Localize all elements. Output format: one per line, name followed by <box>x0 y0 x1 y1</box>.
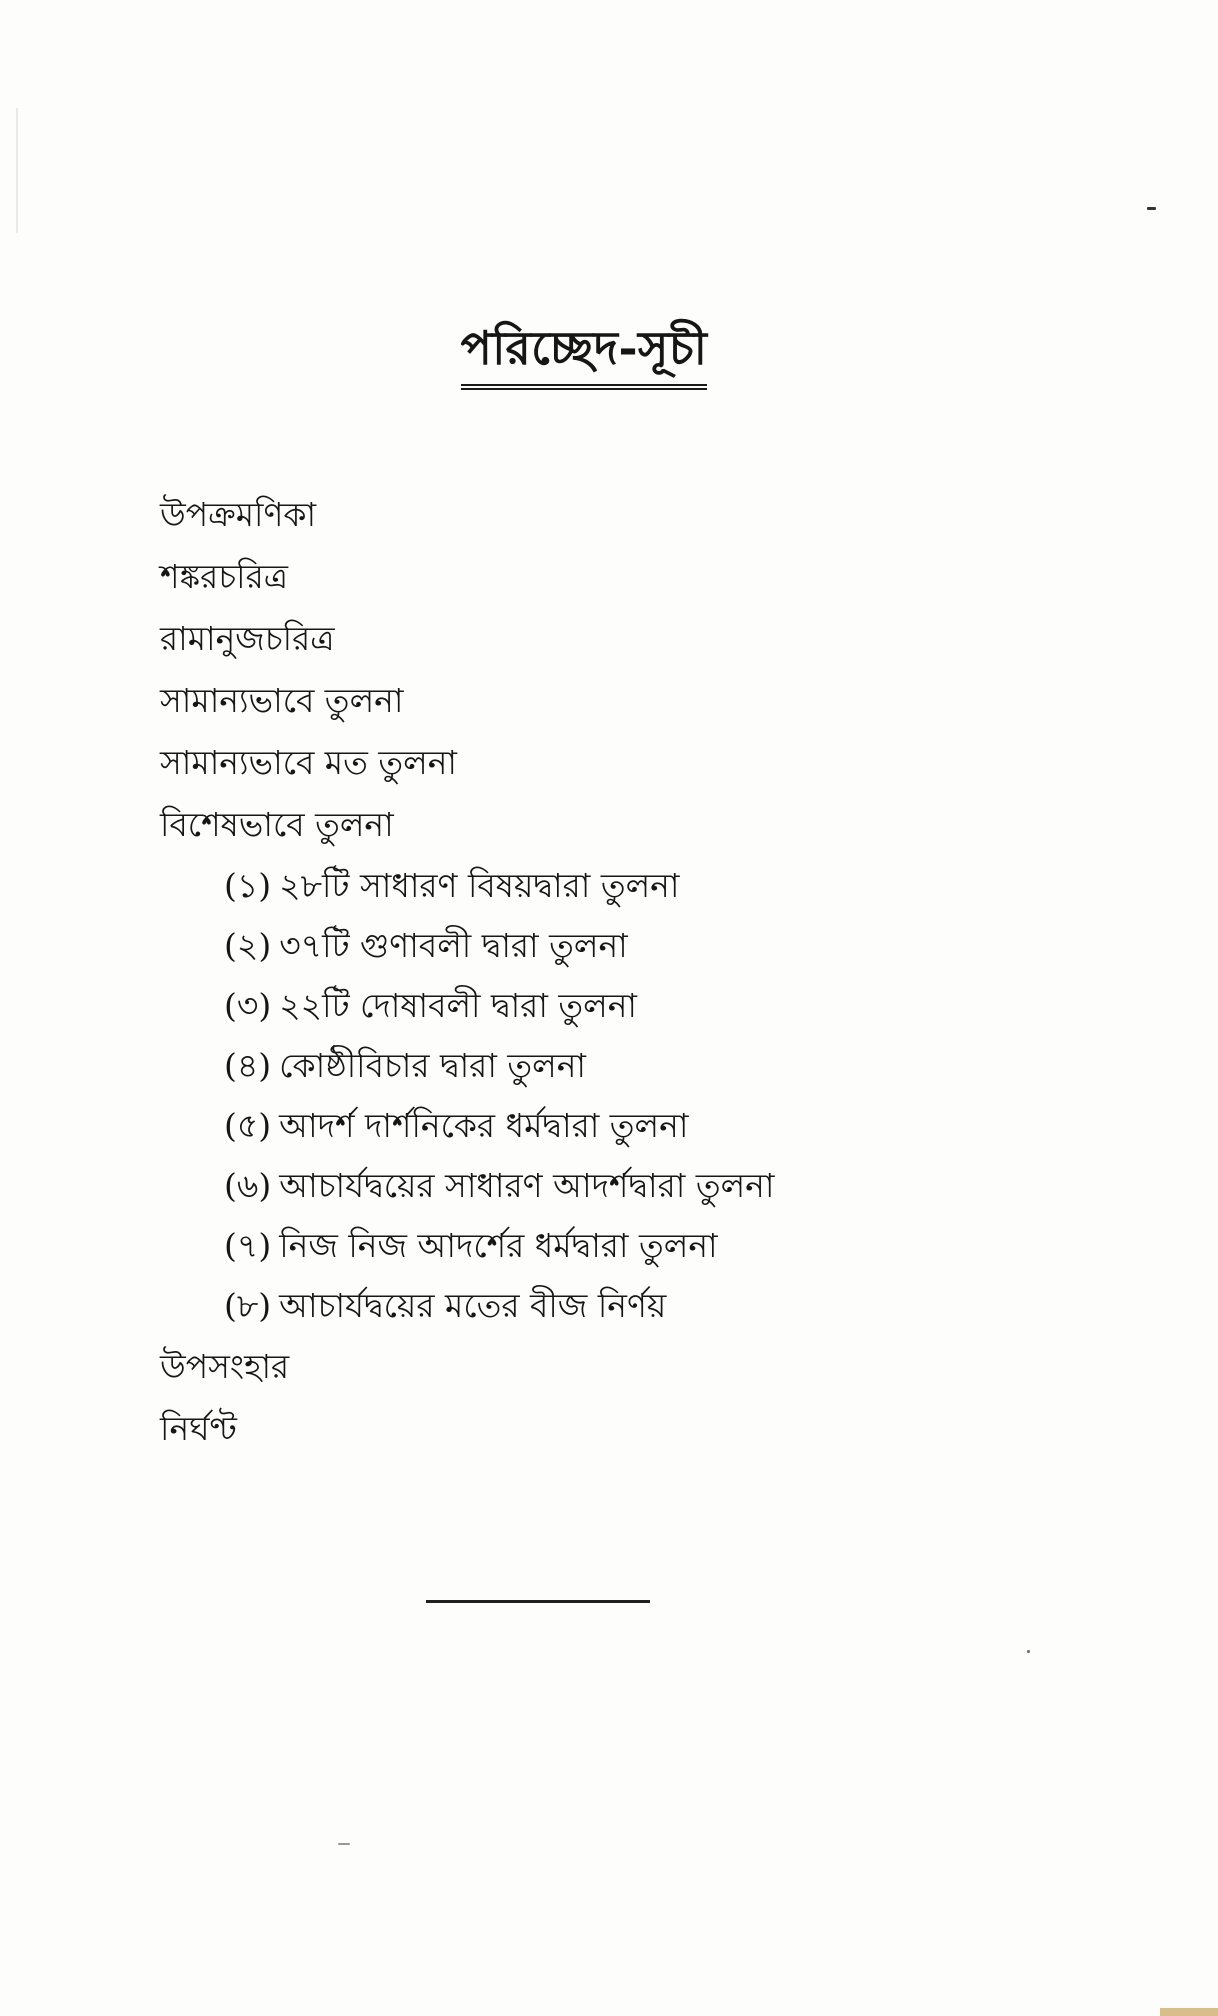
toc-subitem-number: (৬) <box>224 1166 272 1205</box>
toc-subitem <box>224 916 1060 976</box>
closing-rule <box>426 1600 650 1603</box>
toc-subitem-number: (৪) <box>224 1046 272 1085</box>
page-title: পরিচ্ছেদ-সূচী <box>461 320 708 390</box>
toc-subitem-label: আচার্যদ্বয়ের সাধারণ আদর্শদ্বারা তুলনা <box>279 1166 775 1205</box>
toc-item-special-comparison: বিশেষভাবে তুলনা <box>160 805 394 844</box>
toc-subitem-label: আদর্শ দার্শনিকের ধর্মদ্বারা তুলনা <box>279 1106 689 1145</box>
toc-subitem-label: নিজ নিজ আদর্শের ধর্মদ্বারা তুলনা <box>279 1226 718 1265</box>
toc-item-shankara-biography: শঙ্করচরিত্র <box>160 557 288 596</box>
toc-subitem <box>224 1276 1060 1336</box>
toc-subitem <box>224 1036 1060 1096</box>
toc-subitem-number: (৭) <box>224 1226 272 1265</box>
toc-subitem <box>224 856 1060 916</box>
toc-subsection-list <box>160 856 1060 1336</box>
scan-speck <box>1147 207 1156 210</box>
toc-subitem-label: ৩৭টি গুণাবলী দ্বারা তুলনা <box>279 926 628 965</box>
scan-speck <box>1027 1650 1030 1653</box>
toc-subitem-label: ২৮টি সাধারণ বিষয়দ্বারা তুলনা <box>279 866 680 905</box>
toc-item-index: নির্ঘণ্ট <box>160 1409 237 1448</box>
scan-speck <box>338 1843 350 1845</box>
toc-item-ramanuja-biography: রামানুজচরিত্র <box>160 619 335 658</box>
toc-subitem-label: ২২টি দোষাবলী দ্বারা তুলনা <box>279 986 637 1025</box>
toc-subitem-number: (১) <box>224 866 272 905</box>
toc-subitem-number: (৩) <box>224 986 272 1025</box>
title-container <box>0 320 1168 390</box>
toc-subitem-number: (৮) <box>224 1286 272 1325</box>
toc-subitem <box>224 1156 1060 1216</box>
scan-edge-mark <box>16 108 18 233</box>
toc-item-introduction: উপক্রমণিকা <box>160 495 317 534</box>
toc-subitem <box>224 976 1060 1036</box>
scan-corner-mark <box>1160 2008 1218 2016</box>
toc-item-general-comparison: সামান্যভাবে তুলনা <box>160 681 404 720</box>
toc-subitem <box>224 1096 1060 1156</box>
toc-item-general-doctrine-comparison: সামান্যভাবে মত তুলনা <box>160 743 457 782</box>
toc-subitem-label: কোষ্ঠীবিচার দ্বারা তুলনা <box>279 1046 586 1085</box>
toc-item-conclusion: উপসংহার <box>160 1347 290 1386</box>
toc-subitem-number: (৫) <box>224 1106 272 1145</box>
toc-subitem-number: (২) <box>224 926 272 965</box>
toc-subitem <box>224 1216 1060 1276</box>
table-of-contents <box>160 484 1060 1460</box>
toc-subitem-label: আচার্যদ্বয়ের মতের বীজ নির্ণয় <box>279 1286 667 1325</box>
